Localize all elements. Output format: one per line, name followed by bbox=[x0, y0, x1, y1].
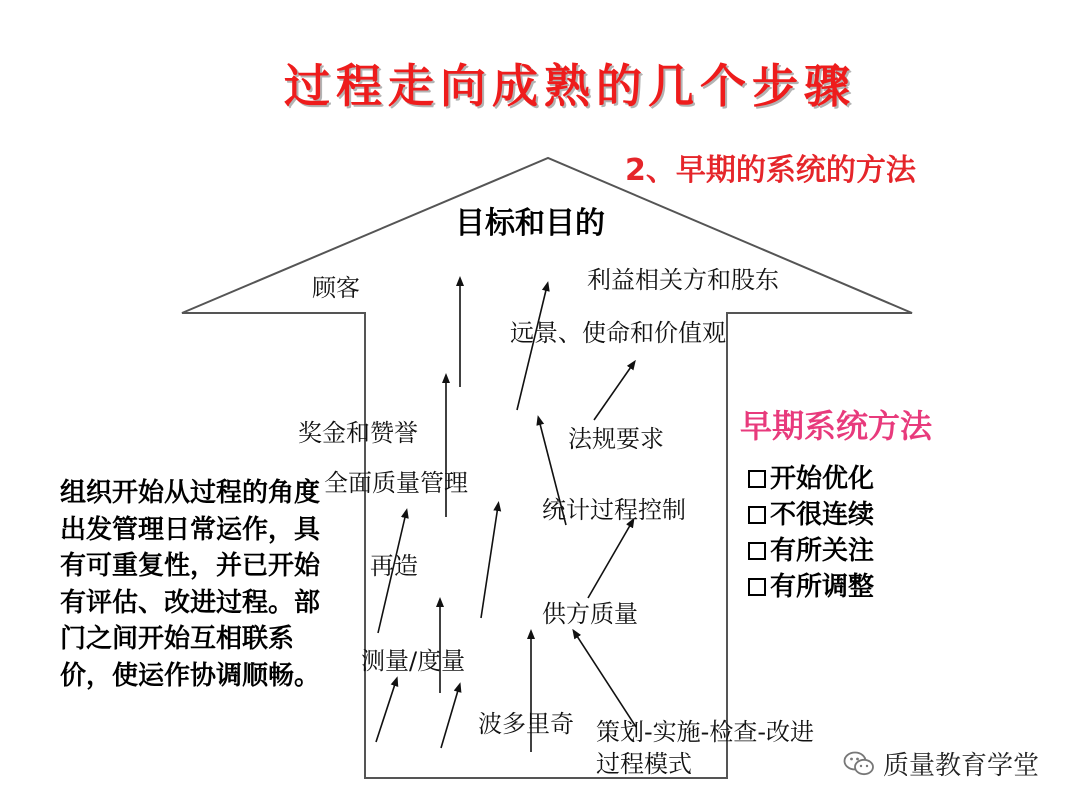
arrow-line bbox=[441, 687, 459, 748]
checkbox-icon bbox=[748, 470, 766, 488]
label-regulations: 法规要求 bbox=[568, 425, 664, 453]
watermark bbox=[843, 745, 1039, 782]
subtitle: 2、早期的系统的方法 bbox=[625, 153, 916, 188]
feature-list bbox=[748, 461, 874, 605]
watermark-text: 质量教育学堂 bbox=[883, 751, 1040, 781]
label-stakeholders: 利益相关方和股东 bbox=[587, 266, 779, 294]
list-item: 有所关注 bbox=[748, 533, 874, 569]
arrow-line bbox=[588, 522, 632, 598]
label-baldrige: 波多里奇 bbox=[478, 710, 574, 738]
page-title: 过程走向成熟的几个步骤 bbox=[284, 59, 856, 113]
checkbox-icon bbox=[748, 506, 766, 524]
wechat-icon bbox=[843, 750, 875, 778]
checkbox-icon bbox=[748, 542, 766, 560]
label-pdca-line2: 过程模式 bbox=[596, 750, 692, 778]
checkbox-icon bbox=[748, 578, 766, 596]
arrow-line bbox=[517, 286, 547, 410]
label-spc: 统计过程控制 bbox=[542, 496, 686, 524]
arrow-line bbox=[594, 364, 633, 420]
side-title: 早期系统方法 bbox=[740, 407, 933, 445]
arrow-line bbox=[376, 681, 396, 742]
label-supplier-quality: 供方质量 bbox=[542, 600, 638, 628]
label-rewards: 奖金和赞誉 bbox=[298, 419, 418, 447]
label-measurement: 测量/度量 bbox=[361, 647, 466, 675]
label-vision: 远景、使命和价值观 bbox=[510, 319, 726, 347]
label-reengineering: 再造 bbox=[370, 552, 418, 580]
list-item: 开始优化 bbox=[748, 461, 874, 497]
label-tqm: 全面质量管理 bbox=[324, 469, 468, 497]
arrow-heading: 目标和目的 bbox=[455, 206, 605, 241]
list-item: 不很连续 bbox=[748, 497, 874, 533]
label-customer: 顾客 bbox=[312, 274, 360, 302]
label-pdca-line1: 策划-实施-检查-改进 bbox=[596, 718, 814, 746]
arrow-line bbox=[481, 506, 498, 618]
description-text: 组织开始从过程的角度出发管理日常运作，具有可重复性，并已开始有评估、改进过程。部门之间开始互相联系价，使运作协调顺畅。 bbox=[60, 478, 321, 691]
list-item: 有所调整 bbox=[748, 569, 874, 605]
